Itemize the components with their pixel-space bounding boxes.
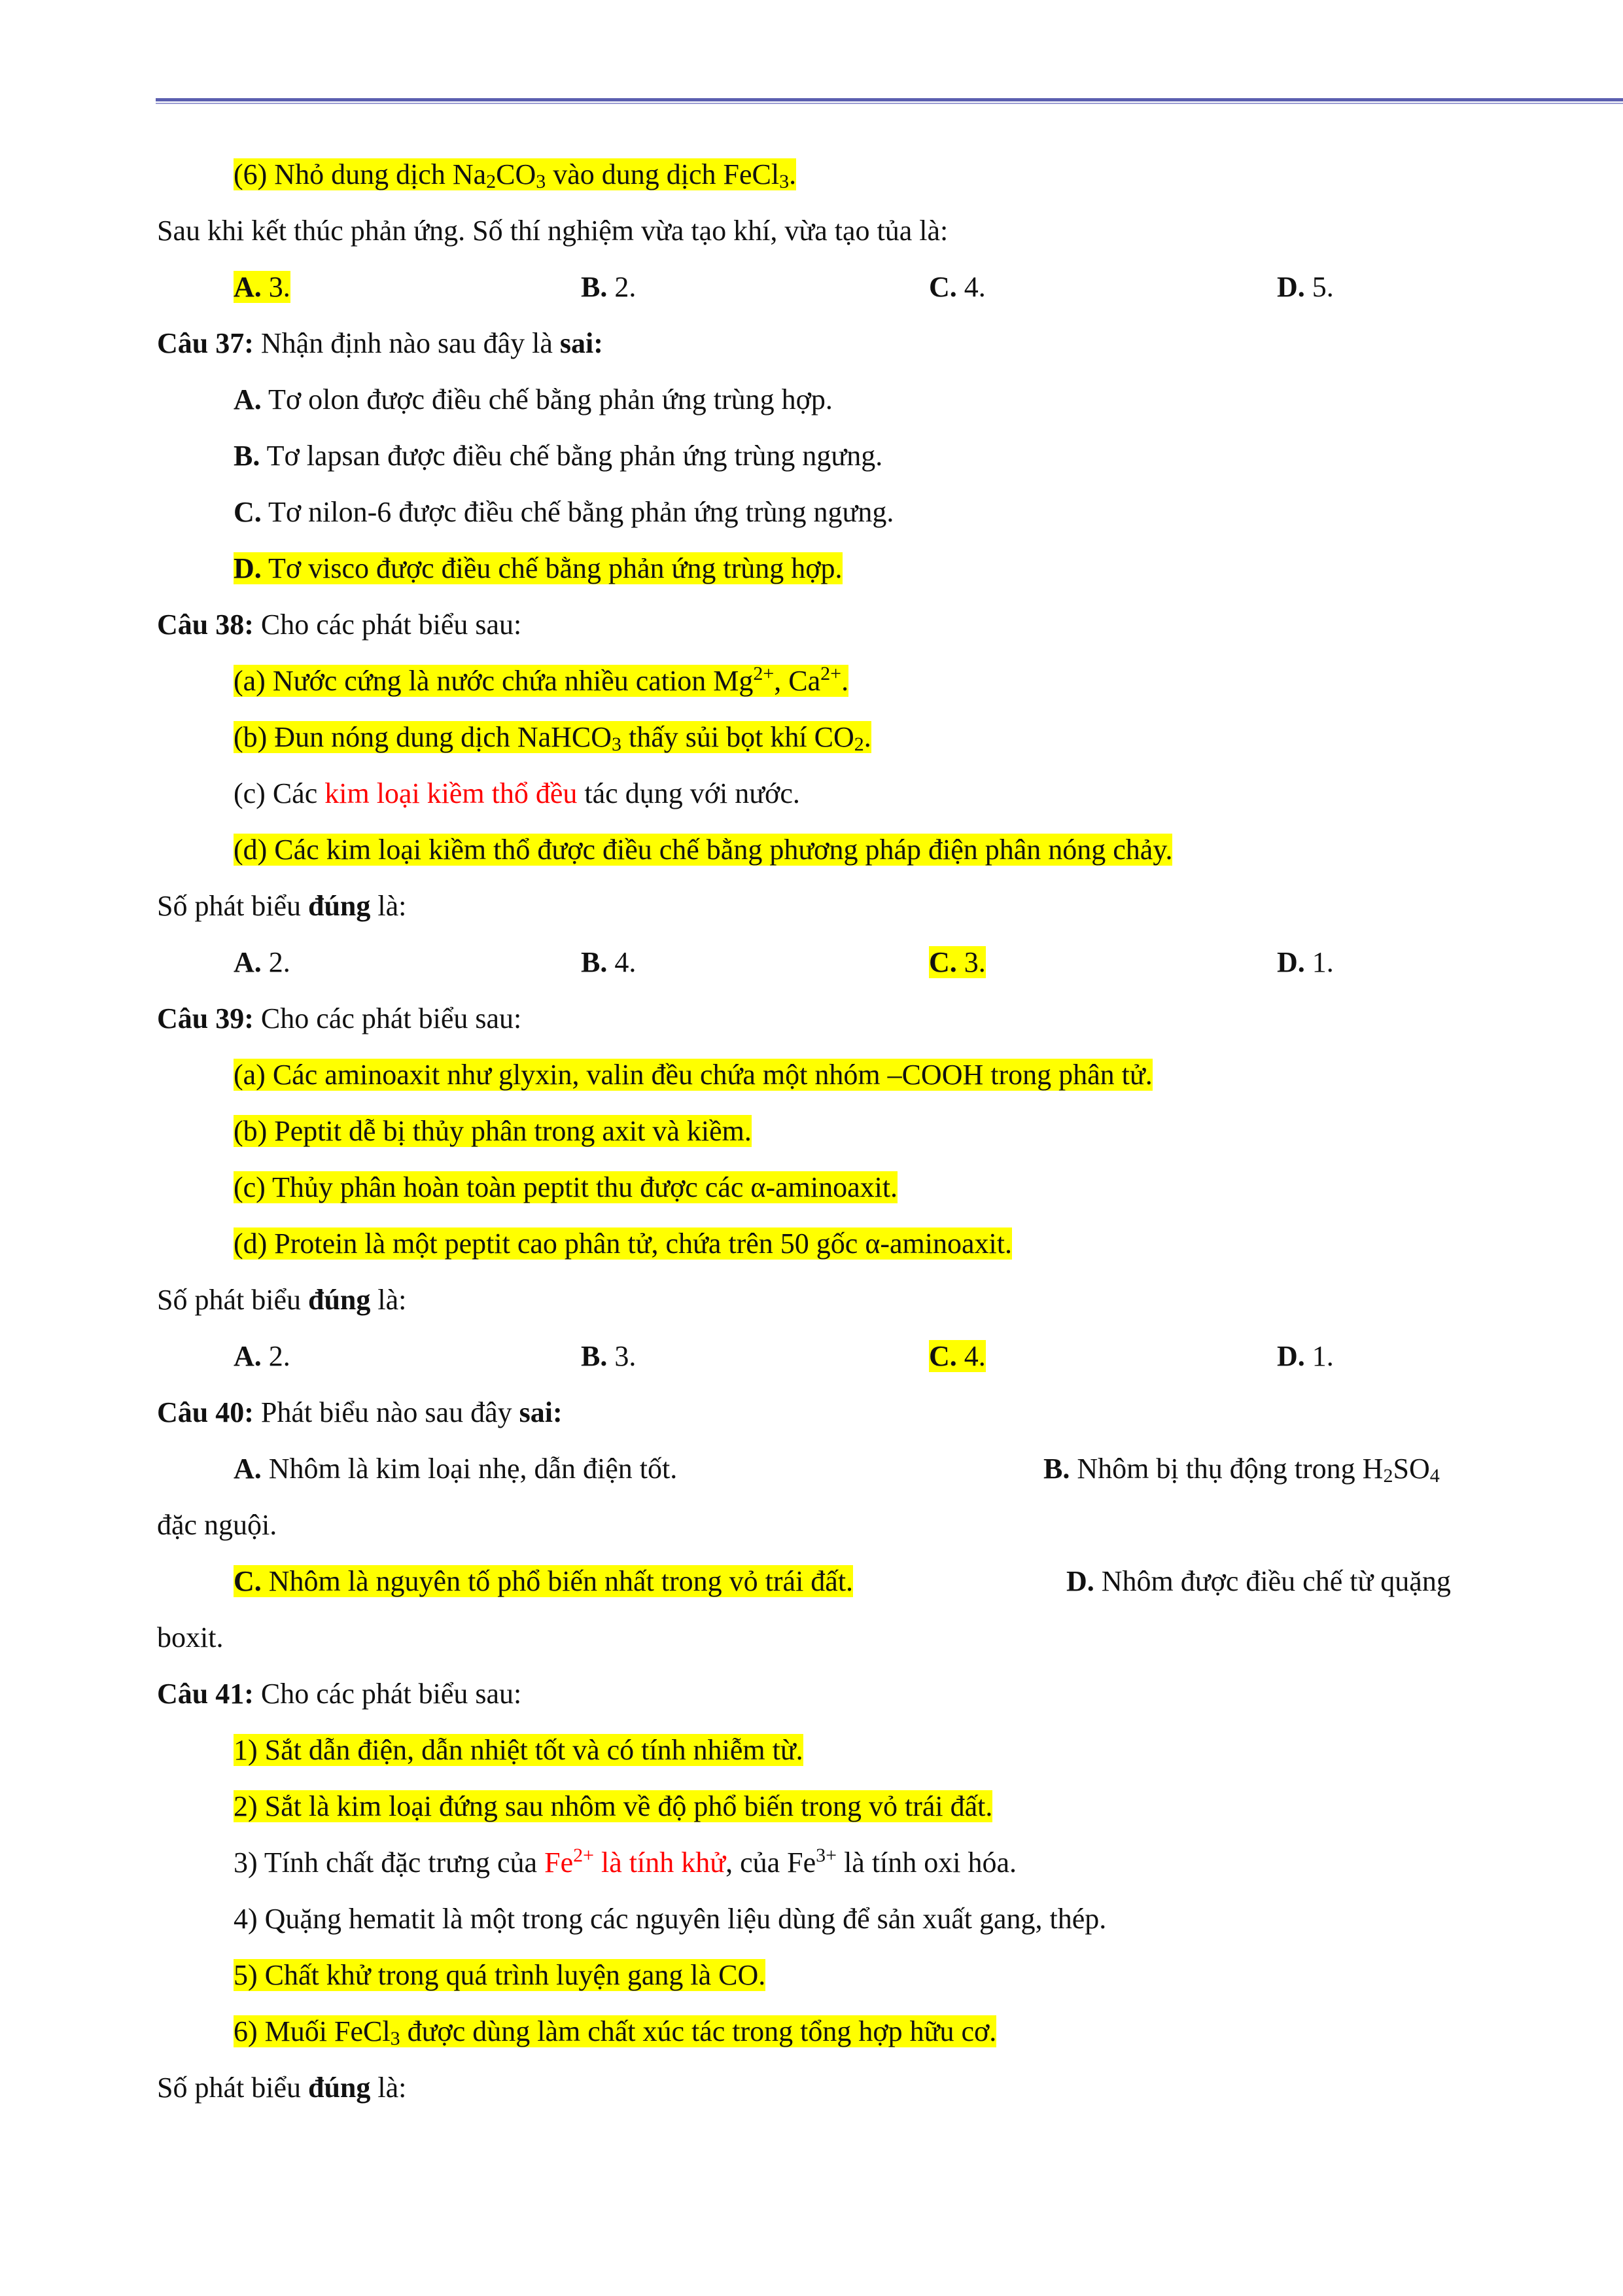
q37-stem: Câu 37: Nhận định nào sau đây là sai: [157, 327, 603, 359]
q38-statement-c: (c) Các kim loại kiềm thổ đều tác dụng với nước. [234, 777, 800, 809]
q39-statement-c: (c) Thủy phân hoàn toàn peptit thu được các α-aminoaxit. [234, 1171, 898, 1203]
q39-stem: Câu 39: Cho các phát biểu sau: [157, 1002, 522, 1034]
q38-statement-b: (b) Đun nóng dung dịch NaHCO$_3$ thấy sủi bọt khí $CO_2$. [234, 721, 871, 755]
q40-option-c: C. Nhôm là nguyên tố phổ biến nhất trong vỏ trái đất. [234, 1565, 854, 1597]
q36-option-d: D. 5. [1277, 271, 1334, 303]
q38-statement-d: (d) Các kim loại kiềm thổ được điều chế bằng phương pháp điện phân nóng chảy. [234, 834, 1173, 866]
q36-item-6: (6) Nhỏ dung dịch $Na_2CO_3$ vào dung dịch FeCl$_3$. [234, 158, 797, 192]
q41-stem: Câu 41: Cho các phát biểu sau: [157, 1678, 522, 1710]
q38-stem: Câu 38: Cho các phát biểu sau: [157, 609, 522, 641]
q41-statement-6: 6) Muối FeCl$_3$ được dùng làm chất xúc tác trong tổng hợp hữu cơ. [234, 2015, 997, 2049]
q38-option-a: A. 2. [234, 946, 290, 978]
q36-option-b: B. 2. [581, 271, 637, 303]
q40-stem: Câu 40: Phát biểu nào sau đây sai: [157, 1396, 563, 1428]
q38-statement-a: (a) Nước cứng là nước chứa nhiều cation $Mg^{2+}$, $Ca^{2+}$. [234, 663, 849, 697]
q36-option-a: A. 3. [234, 271, 290, 303]
q39-count: Số phát biểu đúng là: [157, 1284, 407, 1316]
q41-statement-4: 4) Quặng hematit là một trong các nguyên liệu dùng để sản xuất gang, thép. [234, 1903, 1107, 1935]
q39-option-d: D. 1. [1277, 1340, 1334, 1372]
q37-option-b: B. Tơ lapsan được điều chế bằng phản ứng trùng ngưng. [234, 440, 883, 472]
header-rule-thin [156, 103, 1623, 104]
q40-option-d: D. Nhôm được điều chế từ quặng [1066, 1565, 1451, 1597]
q36-option-c: C. 4. [929, 271, 986, 303]
q39-option-b: B. 3. [581, 1340, 637, 1372]
q36-stem: Sau khi kết thúc phản ứng. Số thí nghiệm vừa tạo khí, vừa tạo tủa là: [157, 215, 949, 247]
q41-statement-5: 5) Chất khử trong quá trình luyện gang là CO. [234, 1959, 766, 1991]
q40-option-b: B. Nhôm bị thụ động trong $H_2SO_4$ [1043, 1453, 1440, 1487]
q38-option-d: D. 1. [1277, 946, 1334, 978]
q40-option-d-continued: boxit. [157, 1621, 224, 1653]
q37-option-a: A. Tơ olon được điều chế bằng phản ứng trùng hợp. [234, 383, 833, 415]
q41-statement-1: 1) Sắt dẫn điện, dẫn nhiệt tốt và có tính nhiễm từ. [234, 1734, 803, 1766]
q38-option-b: B. 4. [581, 946, 637, 978]
q40-option-b-continued: đặc nguội. [157, 1509, 277, 1541]
q39-option-a: A. 2. [234, 1340, 290, 1372]
q39-statement-a: (a) Các aminoaxit như glyxin, valin đều chứa một nhóm –COOH trong phân tử. [234, 1059, 1153, 1091]
q37-option-c: C. Tơ nilon-6 được điều chế bằng phản ứng trùng ngưng. [234, 496, 894, 528]
q41-count: Số phát biểu đúng là: [157, 2072, 407, 2104]
q41-statement-2: 2) Sắt là kim loại đứng sau nhôm về độ phổ biến trong vỏ trái đất. [234, 1790, 993, 1822]
q39-statement-b: (b) Peptit dễ bị thủy phân trong axit và kiềm. [234, 1115, 752, 1147]
q38-option-c: C. 3. [929, 946, 986, 978]
q39-statement-d: (d) Protein là một peptit cao phân tử, chứa trên 50 gốc α-aminoaxit. [234, 1227, 1012, 1260]
q41-statement-3: 3) Tính chất đặc trưng của $Fe^{2+}$ là tính khử, của $Fe^{3+}$ là tính oxi hóa. [234, 1845, 1017, 1879]
q38-count: Số phát biểu đúng là: [157, 890, 407, 922]
header-rule [156, 98, 1623, 101]
q37-option-d: D. Tơ visco được điều chế bằng phản ứng trùng hợp. [234, 552, 843, 584]
q39-option-c: C. 4. [929, 1340, 986, 1372]
q40-option-a: A. Nhôm là kim loại nhẹ, dẫn điện tốt. [234, 1453, 678, 1485]
